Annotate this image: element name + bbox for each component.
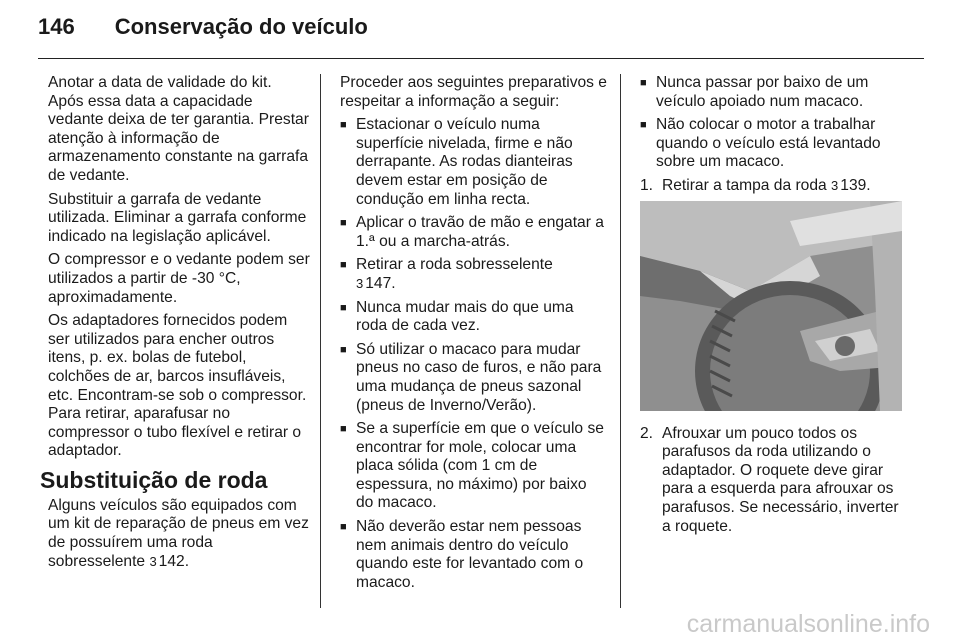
step-item <box>640 425 910 537</box>
column-middle <box>340 74 608 597</box>
warning-list <box>640 74 910 172</box>
list-item: ■ Estacionar o veículo numa superfície nivelada, firme e não derrapante. As rodas dianteiras devem estar em posição de condução em linha recta. <box>340 116 608 209</box>
procedure-steps <box>640 177 910 196</box>
reference-arrow-icon: 3 <box>356 275 364 291</box>
page-header <box>38 14 368 40</box>
list-item: ■ Não colocar o motor a trabalhar quando o veículo está levantado sobre um macaco. <box>640 116 910 172</box>
column-right <box>640 74 910 541</box>
step-text: Afrouxar um pouco todos os parafusos da roda utilizando o adaptador. O roquete deve girar para a esquerda para afrouxar os parafusos. Se necessário, inverter a roquete. <box>662 424 899 535</box>
list-item: ■ Nunca mudar mais do que uma roda de cada vez. <box>340 299 608 336</box>
intro-paragraph: Proceder aos seguintes preparativos e respeitar a informação a seguir: <box>340 74 607 110</box>
page-reference-link[interactable]: 147. <box>365 274 396 292</box>
paragraph: Substituir a garrafa de vedante utilizada. Eliminar a garrafa conforme indicado na legislação aplicável. <box>48 190 307 245</box>
column-left <box>40 74 310 576</box>
page-reference-link[interactable]: 142. <box>158 552 190 570</box>
wheel-photo-illustration <box>640 201 902 411</box>
list-item-text: Retirar a roda sobresselente <box>356 256 553 274</box>
section-intro <box>48 497 310 571</box>
reference-arrow-icon: 3 <box>149 553 157 569</box>
precaution-list <box>340 116 608 592</box>
step-item <box>640 177 910 196</box>
paragraph: Os adaptadores fornecidos podem ser utilizados para encher outros itens, p. ex. bolas de futebol, colchões de ar, barcos insufláveis, etc. Encontram-se sob o compressor. Para retirar, aparafusar no compressor o tubo flexível e retirar o adaptador. <box>48 312 307 460</box>
reference-arrow-icon: 3 <box>831 177 839 193</box>
section-heading: Substituição de roda <box>40 466 268 493</box>
list-item <box>340 256 608 293</box>
column-divider <box>620 74 621 608</box>
list-item: ■ Nunca passar por baixo de um veículo apoiado num macaco. <box>640 74 910 111</box>
list-item: ■ Não deverão estar nem pessoas nem animais dentro do veículo quando este for levantado com o macaco. <box>340 518 608 592</box>
paragraph: Anotar a data de validade do kit. Após essa data a capacidade vedante deixa de ter garantia. Prestar atenção à informação de armazenamento constante na garrafa de vedante. <box>48 74 309 184</box>
step-number: 2. <box>640 424 654 442</box>
page-number: 146 <box>38 14 75 39</box>
paragraph: O compressor e o vedante podem ser utilizados a partir de -30 °C, aproximadamente. <box>48 251 310 306</box>
header-rule <box>38 58 924 59</box>
page-reference-link[interactable]: 139. <box>840 176 871 194</box>
list-item: ■ Se a superfície em que o veículo se encontrar for mole, colocar uma placa sólida (com 1 cm de espessura, no máximo) por baixo do macaco. <box>340 420 608 513</box>
watermark: carmanualsonline.info <box>686 610 930 638</box>
step-text: Retirar a tampa da roda <box>662 176 827 194</box>
column-divider <box>320 74 321 608</box>
step-number: 1. <box>640 176 654 194</box>
procedure-steps-continued <box>640 425 910 537</box>
list-item: ■ Só utilizar o macaco para mudar pneus no caso de furos, e não para uma mudança de pneus sazonal (pneus de Inverno/Verão). <box>340 341 608 415</box>
section-intro-text: Alguns veículos são equipados com um kit de reparação de pneus em vez de possuírem uma roda sobresselente <box>48 496 309 570</box>
page-title: Conservação do veículo <box>114 14 368 39</box>
wheel-photo-graphic <box>640 201 902 411</box>
list-item: ■ Aplicar o travão de mão e engatar a 1.ª ou a marcha-atrás. <box>340 214 608 251</box>
